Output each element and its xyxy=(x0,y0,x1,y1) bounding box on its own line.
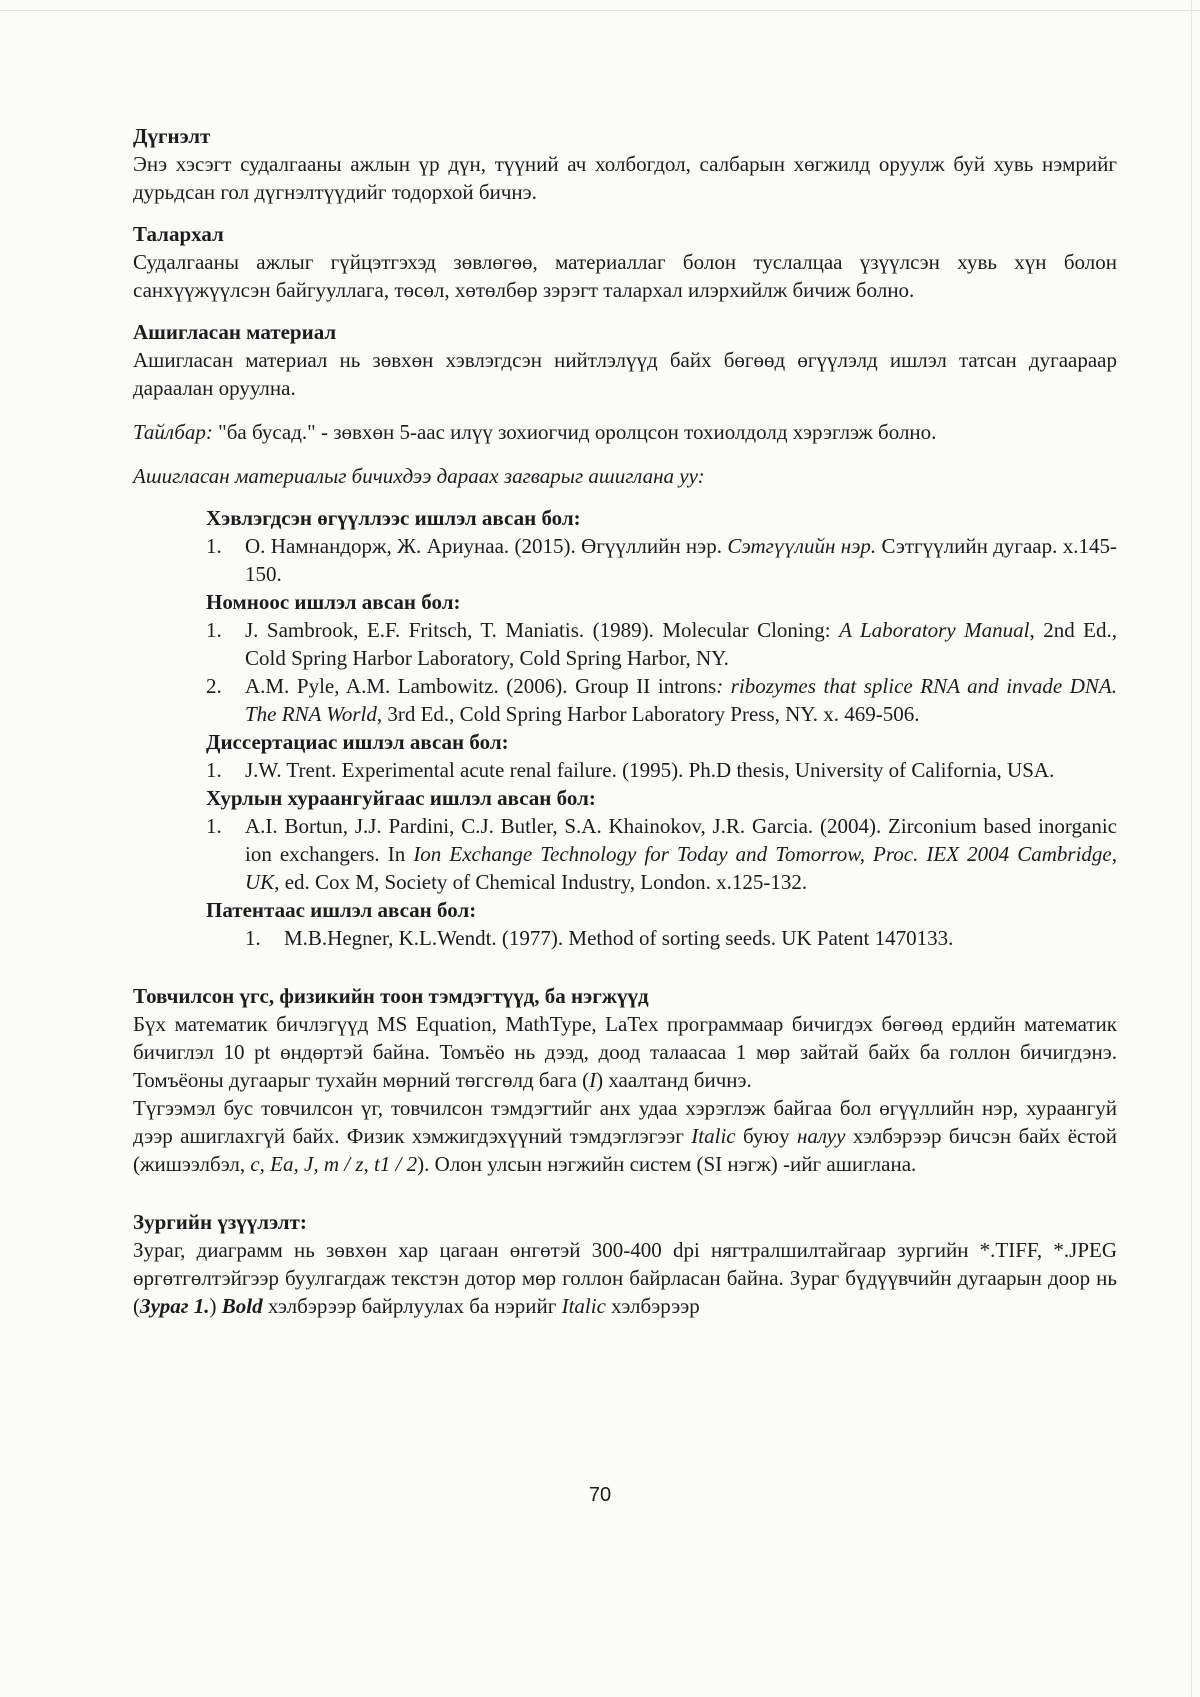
reference-part: О. Намнандорж, Ж. Ариунаа. (2015). Өгүүллийн нэр. xyxy=(245,534,728,558)
page-edge-line xyxy=(1191,0,1192,1697)
item-number: 1. xyxy=(206,758,222,782)
example-heading: Патентаас ишлэл авсан бол: xyxy=(206,898,477,922)
reference-part: Сэтгүүлийн дугаар. х.145-150. xyxy=(245,534,1117,586)
example-heading: Хурлын хураангуйгаас ишлэл авсан бол: xyxy=(206,786,596,810)
example-heading: Диссертациас ишлэл авсан бол: xyxy=(206,730,509,754)
paragraph-part: хэлбэрээр байрлуулах ба нэрийг xyxy=(262,1294,562,1318)
paragraph-part: хэлбэрээр бичсэн байх ёстой (жишээлбэл, xyxy=(133,1124,1118,1176)
reference-text xyxy=(245,672,1117,728)
paragraph-part-italic: Italic xyxy=(561,1294,606,1318)
reference-part-italic: Ion Exchange Technology for Today and Tomorrow, Proc. IEX 2004 Cambridge, UK xyxy=(245,842,1118,894)
section-heading: Дүгнэлт xyxy=(133,124,211,148)
section-paragraph xyxy=(133,1094,1117,1178)
reference-part: , 2nd Ed., Cold Spring Harbor Laboratory, Cold Spring Harbor, NY. xyxy=(245,618,1117,670)
section-paragraph: Судалгааны ажлыг гүйцэтгэхэд зөвлөгөө, материаллаг болон туслалцаа үзүүлсэн хувь хүн болон санхүүжүүлсэн байгууллага, төсөл, хөтөлбөр зэрэгт талархал илэрхийлж бичиж болно. xyxy=(133,250,1117,302)
paragraph-part: ) хаалтанд бичнэ. xyxy=(596,1068,752,1092)
note-label: Тайлбар: xyxy=(133,420,213,444)
section-heading: Талархал xyxy=(133,222,224,246)
paragraph-part: Зураг, диаграмм нь зөвхөн хар цагаан өнгөтэй 300-400 dpi нягтралшилтайгаар зургийн *.TIFF, *.JPEG өргөтгөлтэйгээр буулгагдаж текстэн дотор мөр голлон байрласан байна. Зураг бүдүүвчийн дугаарын доор нь ( xyxy=(133,1238,1117,1318)
paragraph-part-italic: I xyxy=(589,1068,597,1092)
paragraph-part: ) xyxy=(209,1294,222,1318)
reference-item xyxy=(206,756,1117,784)
paragraph-part-bold-italic: Bold xyxy=(221,1294,263,1318)
paragraph-part: хэлбэрээр xyxy=(605,1294,700,1318)
reference-text xyxy=(245,616,1117,672)
reference-item xyxy=(206,812,1117,896)
item-number: 1. xyxy=(206,618,222,642)
section-heading: Ашигласан материал xyxy=(133,320,337,344)
paragraph-part: Түгээмэл бус товчилсон үг, товчилсон тэмдэгтийг анх удаа хэрэглэж байгаа бол өгүүллийн нэр, хураангуй дээр ашиглахгүй байх. Физик хэмжигдэхүүний тэмдэглэгээг xyxy=(133,1096,1117,1148)
reference-text xyxy=(245,532,1117,588)
reference-examples xyxy=(206,504,1117,952)
item-number: 2. xyxy=(206,674,222,698)
reference-text xyxy=(245,812,1117,896)
reference-part-italic: A Laboratory Manual xyxy=(839,618,1030,642)
reference-part: , 3rd Ed., Cold Spring Harbor Laboratory Press, NY. x. 469-506. xyxy=(376,702,920,726)
example-heading: Номноос ишлэл авсан бол: xyxy=(206,590,461,614)
paragraph-part-italic: Italic xyxy=(691,1124,736,1148)
reference-item xyxy=(206,532,1117,588)
item-number: 1. xyxy=(206,814,222,838)
item-number: 1. xyxy=(245,926,261,950)
acknowledgement-section xyxy=(133,220,1117,304)
reference-part: A.M. Pyle, A.M. Lambowitz. (2006). Group II introns xyxy=(245,674,717,698)
reference-part-italic: Сэтгүүлийн нэр. xyxy=(727,534,877,558)
reference-part: J. Sambrook, E.F. Fritsch, T. Maniatis. (1989). Molecular Cloning: xyxy=(245,618,840,642)
reference-item xyxy=(206,672,1117,728)
example-heading: Хэвлэгдсэн өгүүллээс ишлэл авсан бол: xyxy=(206,506,581,530)
paragraph-part: буюу xyxy=(735,1124,797,1148)
figures-section xyxy=(133,1208,1117,1320)
reference-part: A.I. Bortun, J.J. Pardini, C.J. Butler, S.A. Khainokov, J.R. Garcia. (2004). Zirconium based inorganic ion exchangers. In xyxy=(245,814,1117,866)
template-instruction: Ашигласан материалыг бичихдээ дараах загварыг ашиглана уу: xyxy=(133,464,705,488)
paragraph-part: ). Олон улсын нэгжийн систем (SI нэгж) -ийг ашиглана. xyxy=(417,1152,917,1176)
section-paragraph xyxy=(133,1010,1117,1094)
reference-part: , ed. Cox M, Society of Chemical Industry, London. x.125-132. xyxy=(274,870,808,894)
reference-part-italic: : ribozymes that splice RNA and invade DNA. The RNA World xyxy=(245,674,1118,726)
section-paragraph: Ашигласан материал нь зөвхөн хэвлэгдсэн нийтлэлүүд байх бөгөөд өгүүлэлд ишлэл татсан дугаараар дараалан оруулна. xyxy=(133,348,1117,400)
conclusion-section xyxy=(133,122,1117,206)
note-text: "ба бусад." - зөвхөн 5-аас илүү зохиогчид оролцсон тохиолдолд хэрэглэж болно. xyxy=(212,420,937,444)
section-paragraph xyxy=(133,1236,1117,1320)
item-number: 1. xyxy=(206,534,222,558)
section-paragraph: Энэ хэсэгт судалгааны ажлын үр дүн, түүний ач холбогдол, салбарын хөгжилд оруулж буй хувь нэмрийг дурьдсан гол дүгнэлтүүдийг тодорхой бичнэ. xyxy=(133,152,1117,204)
references-section xyxy=(133,318,1117,952)
paragraph-part: Бүх математик бичлэгүүд MS Equation, MathType, LaTex программаар бичигдэх бөгөөд ердийн математик бичиглэл 10 pt өндөртэй байна. Томъёо нь дээд, доод талаасаа 1 мөр зайтай байх ба голлон бичигдэнэ. Томъёоны дугаарыг тухайн мөрний төгсгөлд бага ( xyxy=(133,1012,1117,1092)
reference-text: M.B.Hegner, K.L.Wendt. (1977). Method of sorting seeds. UK Patent 1470133. xyxy=(284,926,954,950)
reference-item xyxy=(206,616,1117,672)
abbreviations-section xyxy=(133,982,1117,1178)
document-body xyxy=(133,122,1117,1334)
reference-item xyxy=(245,924,1117,952)
paragraph-part-bold-italic: Зураг 1. xyxy=(140,1294,210,1318)
reference-text: J.W. Trent. Experimental acute renal failure. (1995). Ph.D thesis, University of California, USA. xyxy=(245,758,1055,782)
section-heading: Товчилсон үгс, физикийн тоон тэмдэгтүүд, ба нэгжүүд xyxy=(133,984,649,1008)
paragraph-part-italic: налуу xyxy=(797,1124,846,1148)
note-line xyxy=(133,418,1117,446)
page-edge-line xyxy=(0,10,1200,11)
section-heading: Зургийн үзүүлэлт: xyxy=(133,1210,307,1234)
page-number: 70 xyxy=(588,1484,612,1506)
paragraph-part-italic: c, Ea, J, m / z, t1 / 2 xyxy=(250,1152,418,1176)
